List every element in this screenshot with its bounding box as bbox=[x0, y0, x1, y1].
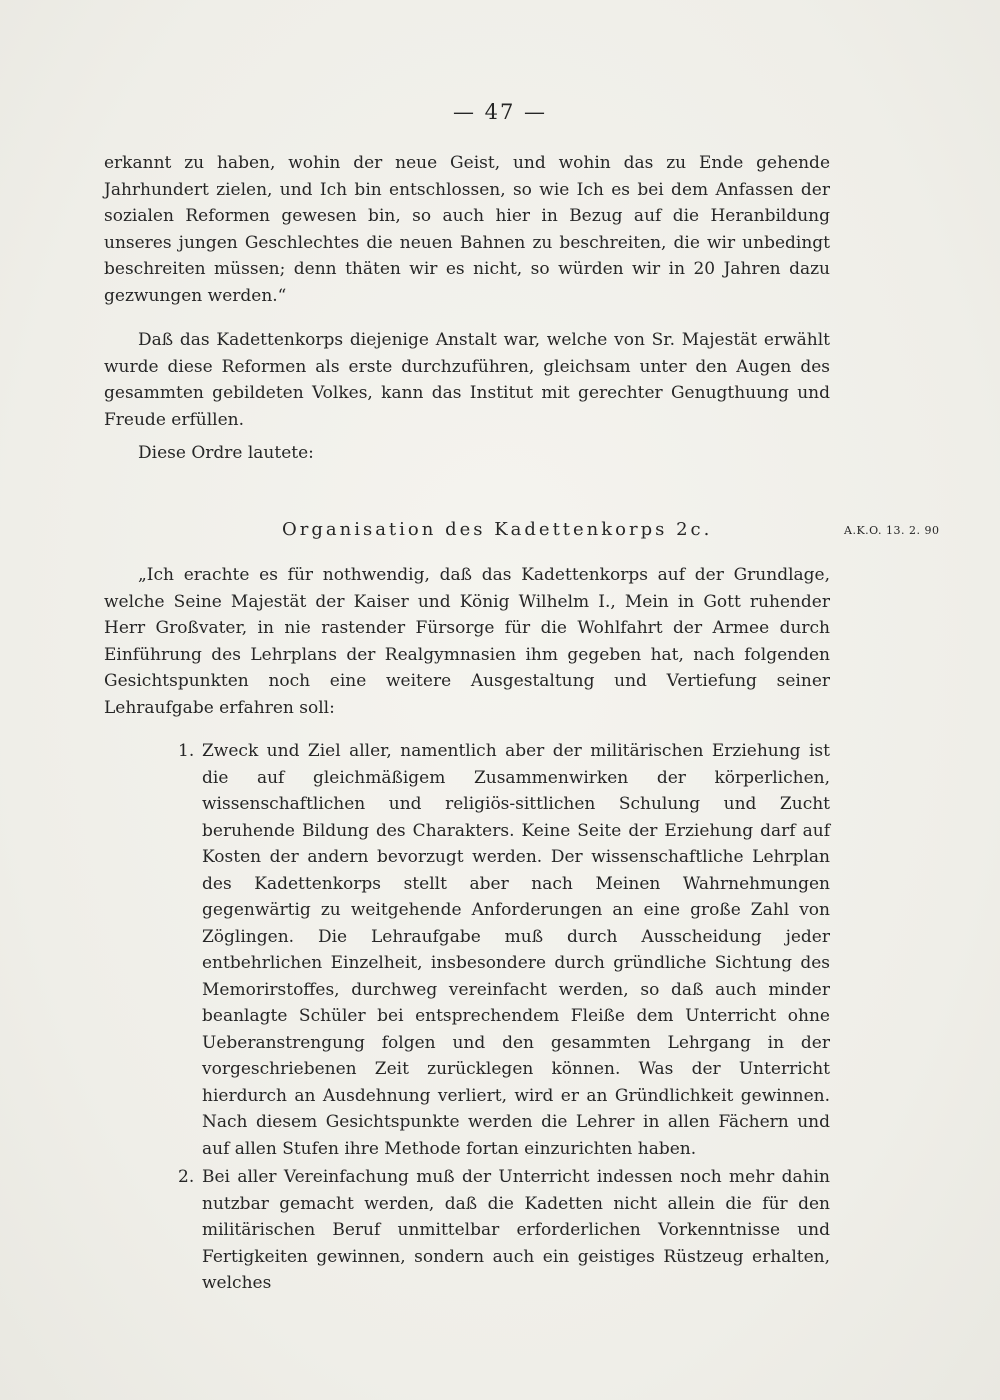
paragraph-continuation bbox=[104, 150, 830, 309]
paragraph-text: erkannt zu haben, wohin der neue Geist, und wohin das zu Ende gehende Jahrhundert zielen, und Ich bin entschlossen, so wie Ich es bei dem Anfassen der sozialen Reformen gewesen bin, so auch hier in Bezug auf die Heranbildung unseres jungen Geschlechtes die neuen Bahnen zu beschreiten, die wir unbedingt beschreiten müssen; denn thäten wir es nicht, so würden wir in 20 Jahren dazu gezwungen werden.“ bbox=[104, 153, 830, 306]
paragraph-text: Diese Ordre lautete: bbox=[138, 443, 314, 463]
paragraph-kadettenkorps bbox=[104, 327, 830, 433]
margin-reference: A.K.O. 13. 2. 90 bbox=[844, 524, 940, 537]
item-text: Bei aller Vereinfachung muß der Unterricht indessen noch mehr dahin nutzbar gemacht werden, daß die Kadetten nicht allein die für den militärischen Beruf unmittelbar erforderlichen Vorkenntnisse und Fertigkeiten gewinnen, sondern auch ein geistiges Rüstzeug erhalten, welches bbox=[202, 1167, 830, 1293]
paragraph-text: „Ich erachte es für nothwendig, daß das Kadettenkorps auf der Grundlage, welche Seine Majestät der Kaiser und König Wilhelm I., Mein in Gott ruhender Herr Großvater, in nie rastender Fürsorge für die Wohlfahrt der Armee durch Einführung des Lehrplans der Realgymnasien ihm gegeben hat, nach folgenden Gesichtspunkten noch eine weitere Ausgestaltung und Vertiefung seiner Lehraufgabe erfahren soll: bbox=[104, 565, 830, 718]
paragraph-ordre bbox=[104, 440, 830, 467]
page-number: — 47 — bbox=[452, 100, 548, 124]
item-text: Zweck und Ziel aller, namentlich aber der militärischen Erziehung ist die auf gleichmäßigem Zusammenwirken der körperlichen, wissenschaftlichen und religiös-sittlichen Schulung und Zucht beruhende Bildung des Charakters. Keine Seite der Erziehung darf auf Kosten der andern bevorzugt werden. Der wissenschaftliche Lehrplan des Kadettenkorps stellt aber nach Meinen Wahrnehmungen gegenwärtig zu weitgehende Anforderungen an eine große Zahl von Zöglingen. Die Lehraufgabe muß durch Ausscheidung jeder entbehrlichen Einzelheit, insbesondere durch gründliche Sichtung des Memorirstoffes, durchweg vereinfacht werden, so daß auch minder beanlagte Schüler bei entsprechendem Fleiße dem Unterricht ohne Ueberanstrengung folgen und den gesammten Lehrgang in der vorgeschriebenen Zeit zurücklegen können. Was der Unterricht hierdurch an Ausdehnung verliert, wird er an Gründlichkeit gewinnen. Nach diesem Gesichtspunkte werden die Lehrer in allen Fächern und auf allen Stufen ihre Methode fortan einzurichten haben. bbox=[202, 741, 830, 1159]
paragraph-text: Daß das Kadettenkorps diejenige Anstalt war, welche von Sr. Majestät erwählt wurde diese Reformen als erste durchzuführen, gleichsam unter den Augen des gesammten gebildeten Volkes, kann das Institut mit gerechter Genugthuung und Freude erfüllen. bbox=[104, 330, 830, 430]
numbered-item bbox=[104, 738, 830, 1162]
numbered-item bbox=[104, 1164, 830, 1297]
paragraph-order-intro bbox=[104, 562, 830, 721]
section-heading: Organisation des Kadettenkorps 2c. bbox=[282, 519, 713, 540]
item-number: 2. bbox=[178, 1167, 195, 1187]
item-number: 1. bbox=[178, 741, 195, 761]
